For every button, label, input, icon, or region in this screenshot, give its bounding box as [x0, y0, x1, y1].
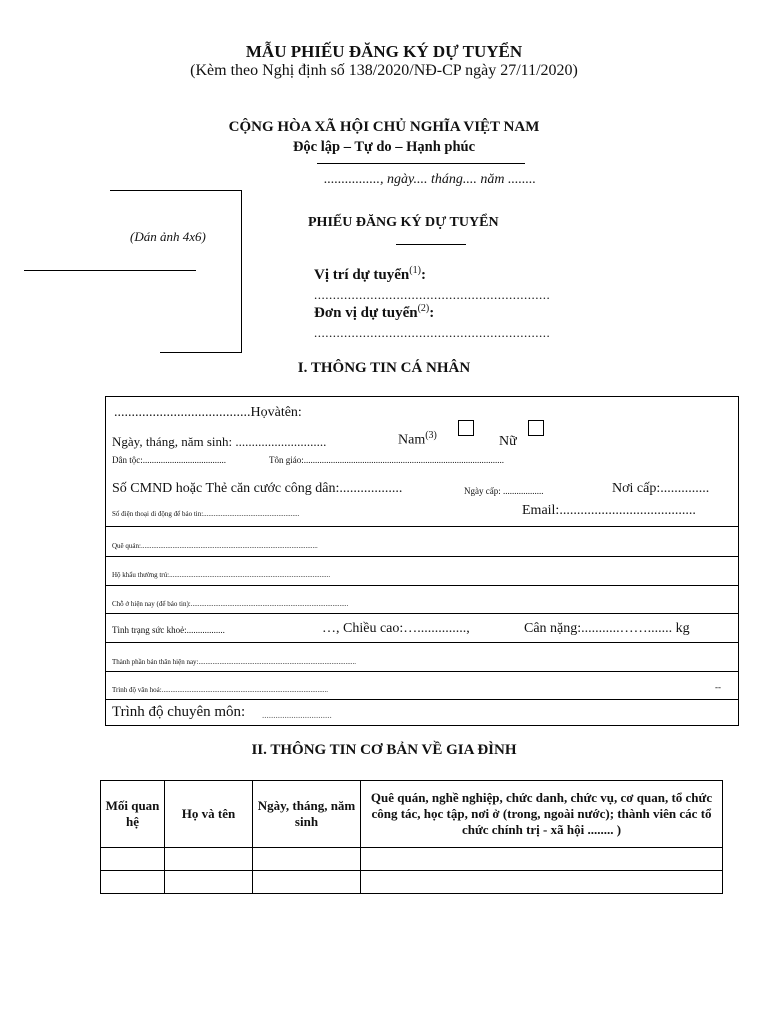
unit-note: (2)	[417, 303, 430, 314]
unit-label: Đơn vị dự tuyển$^{(2)}$:	[314, 303, 435, 321]
table-cell[interactable]	[165, 871, 253, 894]
table-cell[interactable]	[101, 848, 165, 871]
gender-male-label: Nam$^{(3)}$	[398, 430, 437, 448]
unit-field[interactable]: ...............................................................	[314, 325, 551, 340]
motto-underline	[317, 163, 525, 164]
country-name: CỘNG HÒA XÃ HỘI CHỦ NGHĨA VIỆT NAM	[228, 119, 540, 135]
photo-frame-right	[241, 190, 242, 352]
photo-frame-bottom	[160, 352, 242, 353]
height-field[interactable]: …, Chiều cao:…..............,	[322, 621, 470, 636]
position-field[interactable]: ...............................................................	[314, 287, 551, 302]
issue-date-field[interactable]: Ngày cấp: ..................	[464, 486, 544, 496]
table-row	[101, 848, 723, 871]
gender-female-label: Nữ	[499, 434, 517, 449]
place-date-line: ................, ngày.... tháng.... năm ........	[324, 172, 536, 187]
column-header-relationship: Mối quan hệ	[101, 781, 165, 848]
position-note: (1)	[409, 265, 421, 276]
photo-frame-top	[110, 190, 242, 191]
row-divider	[106, 699, 738, 700]
table-cell[interactable]	[253, 871, 361, 894]
position-label: Vị trí dự tuyển$^{(1)}$:	[314, 265, 426, 283]
table-cell[interactable]	[361, 848, 723, 871]
female-checkbox[interactable]	[528, 420, 544, 436]
column-header-dob: Ngày, tháng, năm sinh	[253, 781, 361, 848]
photo-frame-line	[24, 270, 196, 271]
male-checkbox[interactable]	[458, 420, 474, 436]
hometown-field[interactable]: Quê quán:.....................................................................................................	[112, 542, 318, 550]
section-personal-info-title: I. THÔNG TIN CÁ NHÂN	[297, 360, 471, 376]
table-header-row	[101, 781, 723, 848]
row-divider	[106, 556, 738, 557]
photo-placeholder-label: (Dán ảnh 4x6)	[130, 229, 206, 244]
national-motto: Độc lập – Tự do – Hạnh phúc	[292, 139, 476, 155]
decree-reference: (Kèm theo Nghị định số 138/2020/NĐ-CP ngày 27/11/2020)	[190, 62, 578, 79]
health-field[interactable]: Tình trạng sức khoẻ:.................	[112, 625, 225, 635]
ethnicity-field[interactable]: Dân tộc:.....................................	[112, 455, 226, 465]
table-cell[interactable]	[253, 848, 361, 871]
dob-field[interactable]: Ngày, tháng, năm sinh: ............................	[112, 434, 327, 449]
phone-field[interactable]: Số điện thoại di động để báo tin:.......................................................	[112, 510, 300, 518]
gender-note: (3)	[425, 430, 437, 441]
issue-place-field[interactable]: Nơi cấp:..............	[612, 481, 710, 496]
form-title: PHIẾU ĐĂNG KÝ DỰ TUYỂN	[308, 215, 499, 230]
row-divider	[106, 526, 738, 527]
id-card-field[interactable]: Số CMND hoặc Thẻ căn cước công dân:..................	[112, 481, 403, 496]
education-level-field[interactable]: Trình độ văn hoá:...............................................................................................	[112, 686, 328, 694]
social-background-field[interactable]: Thành phần bản thân hiện nay:..........................................................................................	[112, 658, 357, 666]
email-field[interactable]: Email:.......................................	[522, 503, 696, 518]
column-header-full-name: Họ và tên	[165, 781, 253, 848]
form-title-underline	[396, 244, 466, 245]
table-row	[101, 871, 723, 894]
row-divider	[106, 642, 738, 643]
religion-field[interactable]: Tôn giáo:.........................................................................................	[269, 455, 504, 465]
table-cell[interactable]	[361, 871, 723, 894]
family-info-table	[100, 780, 723, 894]
full-name-field[interactable]: .......................................Họvàtên:	[114, 405, 302, 420]
table-cell[interactable]	[165, 848, 253, 871]
form-template-title: MẪU PHIẾU ĐĂNG KÝ DỰ TUYỂN	[245, 42, 523, 61]
current-address-field[interactable]: Chỗ ở hiện nay (để báo tin):..........................................................................................	[112, 600, 349, 608]
personal-info-box	[105, 396, 739, 726]
section-family-info-title: II. THÔNG TIN CƠ BẢN VỀ GIA ĐÌNH	[251, 742, 517, 758]
permanent-residence-field[interactable]: Hộ khẩu thường trú:............................................................................................	[112, 571, 331, 579]
row-divider	[106, 585, 738, 586]
row-divider	[106, 613, 738, 614]
expertise-label: Trình độ chuyên môn:	[112, 704, 246, 720]
expertise-field[interactable]: ...............................	[262, 710, 332, 720]
column-header-details: Quê quán, nghề nghiệp, chức danh, chức vụ, cơ quan, tổ chức công tác, học tập, nơi ở (trong, ngoài nước); thành viên các tổ chức chính trị - xã hội ........ )	[361, 781, 723, 848]
education-tail: --	[715, 682, 721, 692]
table-cell[interactable]	[101, 871, 165, 894]
row-divider	[106, 671, 738, 672]
weight-field[interactable]: Cân nặng:...........……....... kg	[524, 621, 690, 636]
